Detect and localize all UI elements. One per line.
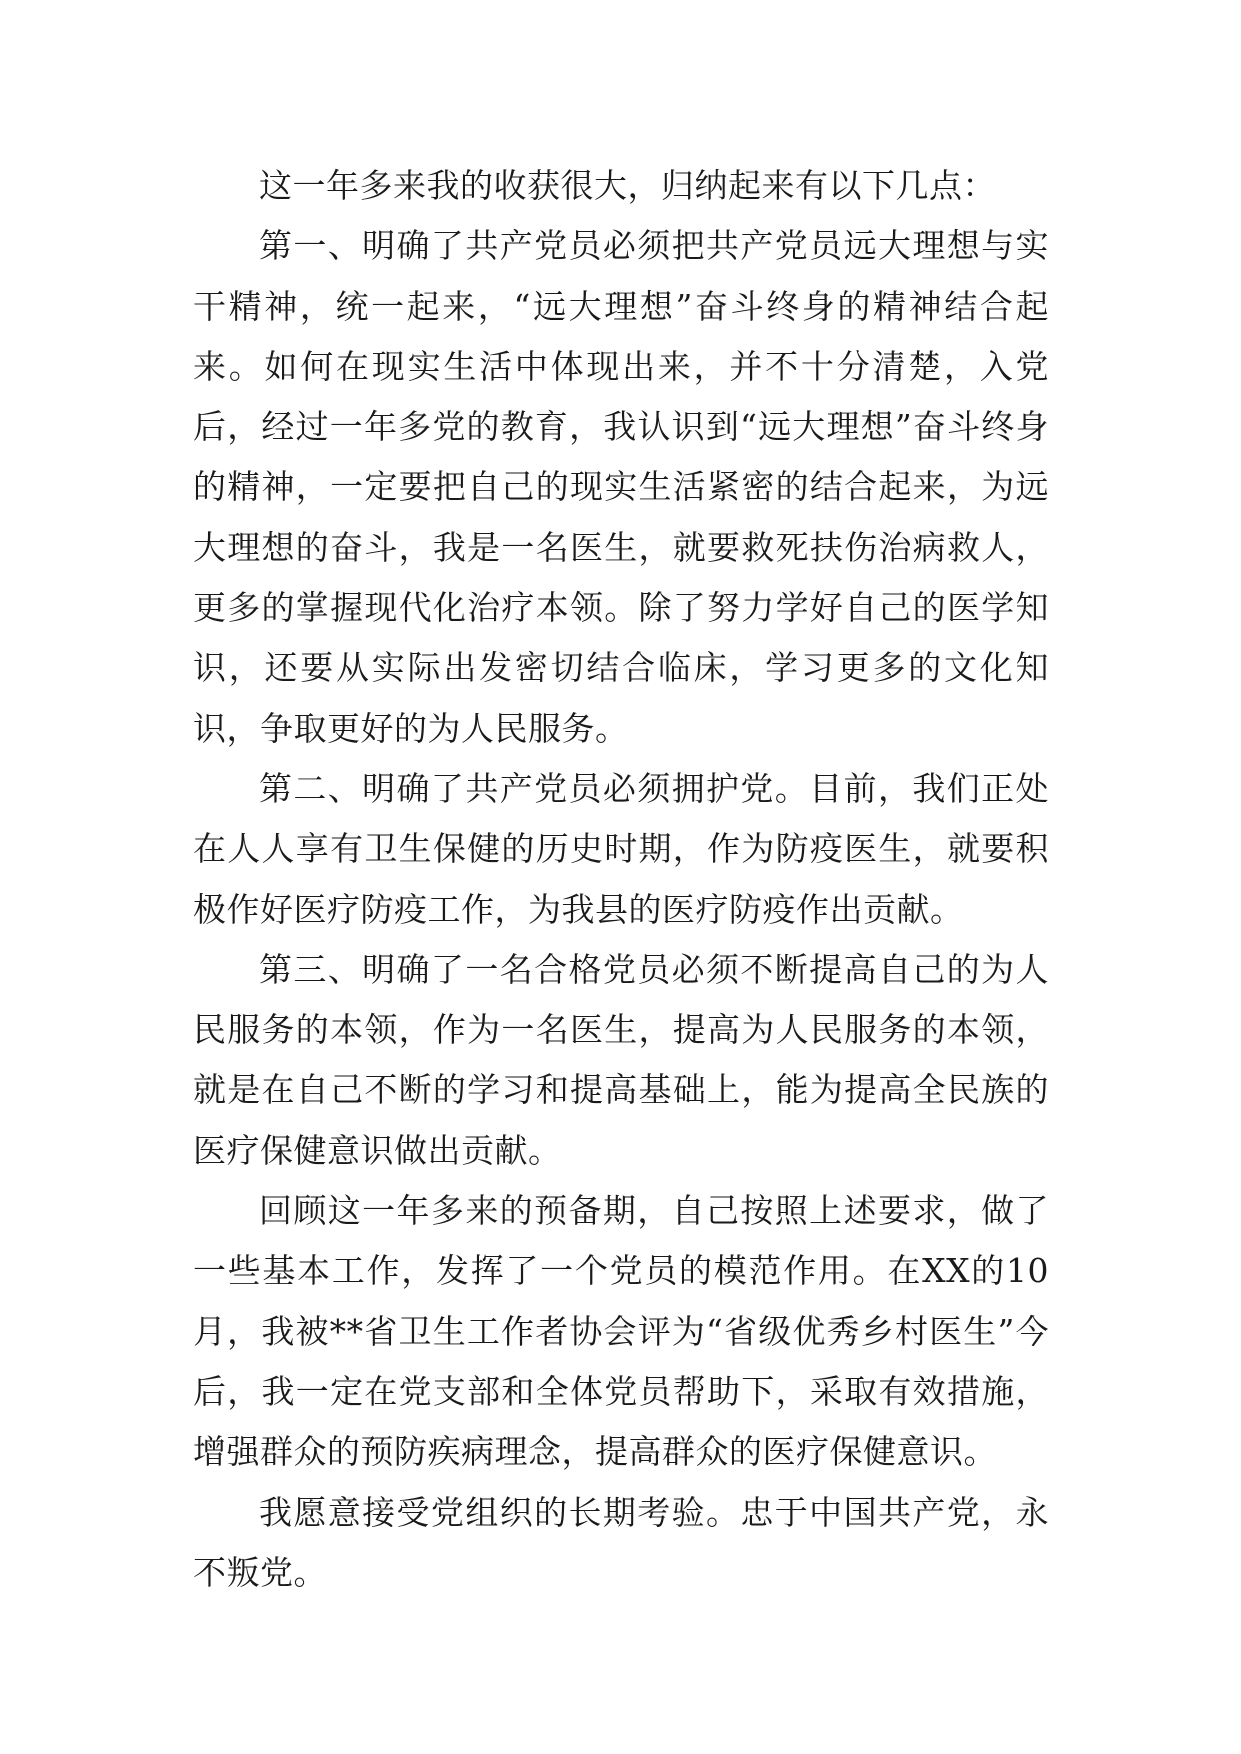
paragraph-second-point: 第二、明确了共产党员必须拥护党。目前，我们正处在人人享有卫生保健的历史时期，作为防疫医生，就要积极作好医疗防疫工作，为我县的医疗防疫作出贡献。	[193, 768, 1049, 929]
document-body	[193, 156, 1049, 1603]
paragraph-third-point: 第三、明确了一名合格党员必须不断提高自己的为人民服务的本领，作为一名医生，提高为人民服务的本领，就是在自己不断的学习和提高基础上，能为提高全民族的医疗保健意识做出贡献。	[193, 949, 1049, 1170]
paragraph-review: 回顾这一年多来的预备期，自己按照上述要求，做了一些基本工作，发挥了一个党员的模范作用。在XX的10月，我被**省卫生工作者协会评为“省级优秀乡村医生”今后，我一定在党支部和全体党员帮助下，采取有效措施，增强群众的预防疾病理念，提高群众的医疗保健意识。	[193, 1191, 1049, 1472]
paragraph-intro: 这一年多来我的收获很大，归纳起来有以下几点：	[259, 166, 996, 205]
paragraph-closing: 我愿意接受党组织的长期考验。忠于中国共产党，永不叛党。	[193, 1492, 1049, 1592]
paragraph-first-point: 第一、明确了共产党员必须把共产党员远大理想与实干精神，统一起来，“远大理想”奋斗终身的精神结合起来。如何在现实生活中体现出来，并不十分清楚，入党后，经过一年多党的教育，我认识到“远大理想”奋斗终身的精神，一定要把自己的现实生活紧密的结合起来，为远大理想的奋斗，我是一名医生，就要救死扶伤治病救人，更多的掌握现代化治疗本领。除了努力学好自己的医学知识，还要从实际出发密切结合临床，学习更多的文化知识，争取更好的为人民服务。	[193, 226, 1049, 748]
